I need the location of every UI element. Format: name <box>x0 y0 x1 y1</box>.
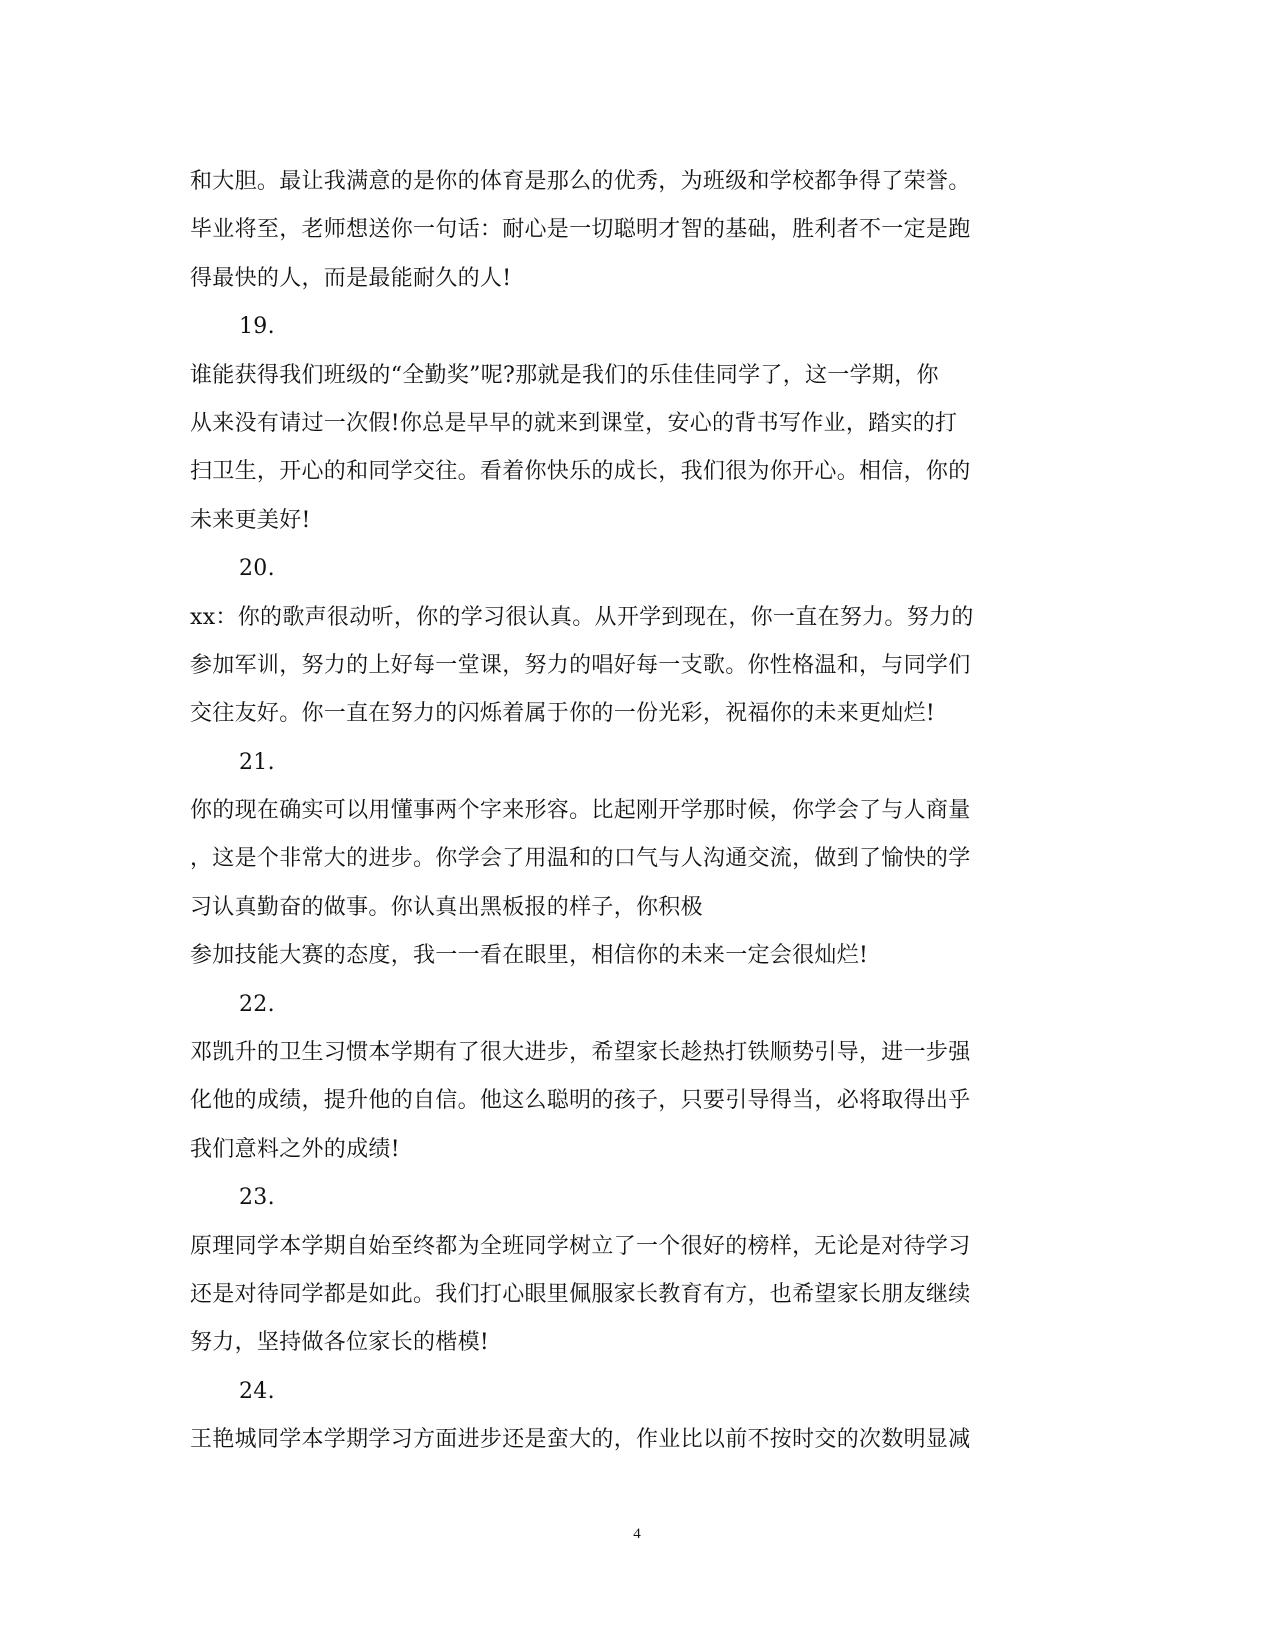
item-number: 23. <box>239 1185 275 1211</box>
text-line: 化他的成绩，提升他的自信。他这么聪明的孩子，只要引导得当，必将取得出乎 <box>190 1088 971 1114</box>
text-line: 原理同学本学期自始至终都为全班同学树立了一个很好的榜样，无论是对待学习 <box>190 1233 971 1259</box>
item-number: 19. <box>239 314 275 340</box>
item-number: 24. <box>239 1378 275 1404</box>
text-line: 未来更美好! <box>190 507 311 533</box>
text-line: 参加技能大赛的态度，我一一看在眼里，相信你的未来一定会很灿烂! <box>190 943 869 969</box>
text-line: 从来没有请过一次假!你总是早早的就来到课堂，安心的背书写作业，踏实的打 <box>190 410 958 436</box>
text-line: 邓凯升的卫生习惯本学期有了很大进步，希望家长趁热打铁顺势引导，进一步强 <box>190 1040 971 1066</box>
page-number: 4 <box>633 1526 641 1542</box>
text-line: 王艳城同学本学期学习方面进步还是蛮大的，作业比以前不按时交的次数明显减 <box>190 1427 971 1453</box>
document-body <box>190 158 1070 1465</box>
item-number: 21. <box>239 749 275 775</box>
text-line: 和大胆。最让我满意的是你的体育是那么的优秀，为班级和学校都争得了荣誉。 <box>190 169 971 194</box>
text-line: 你的现在确实可以用懂事两个字来形容。比起刚开学那时候，你学会了与人商量 <box>190 798 971 824</box>
text-line: ，这是个非常大的进步。你学会了用温和的口气与人沟通交流，做到了愉快的学 <box>190 846 971 872</box>
text-line: 交往友好。你一直在努力的闪烁着属于你的一份光彩，祝福你的未来更灿烂! <box>190 701 936 727</box>
text-line: 努力，坚持做各位家长的楷模! <box>190 1330 490 1356</box>
text-line: 参加军训，努力的上好每一堂课，努力的唱好每一支歌。你性格温和，与同学们 <box>190 652 971 678</box>
text-line: 毕业将至，老师想送你一句话：耐心是一切聪明才智的基础，胜利者不一定是跑 <box>190 217 971 243</box>
text-line: 我们意料之外的成绩! <box>190 1136 400 1162</box>
item-number: 20. <box>239 556 275 582</box>
text-line: 扫卫生，开心的和同学交往。看着你快乐的成长，我们很为你开心。相信，你的 <box>190 459 971 485</box>
text-line: 习认真勤奋的做事。你认真出黑板报的样子，你积极 <box>190 894 703 920</box>
item-number: 22. <box>239 991 275 1017</box>
text-line: xx：你的歌声很动听，你的学习很认真。从开学到现在，你一直在努力。努力的 <box>190 604 974 630</box>
text-line: 谁能获得我们班级的“全勤奖”呢?那就是我们的乐佳佳同学了，这一学期，你 <box>190 362 939 388</box>
text-line: 得最快的人，而是最能耐久的人! <box>190 265 512 291</box>
text-line: 还是对待同学都是如此。我们打心眼里佩服家长教育有方，也希望家长朋友继续 <box>190 1281 971 1307</box>
